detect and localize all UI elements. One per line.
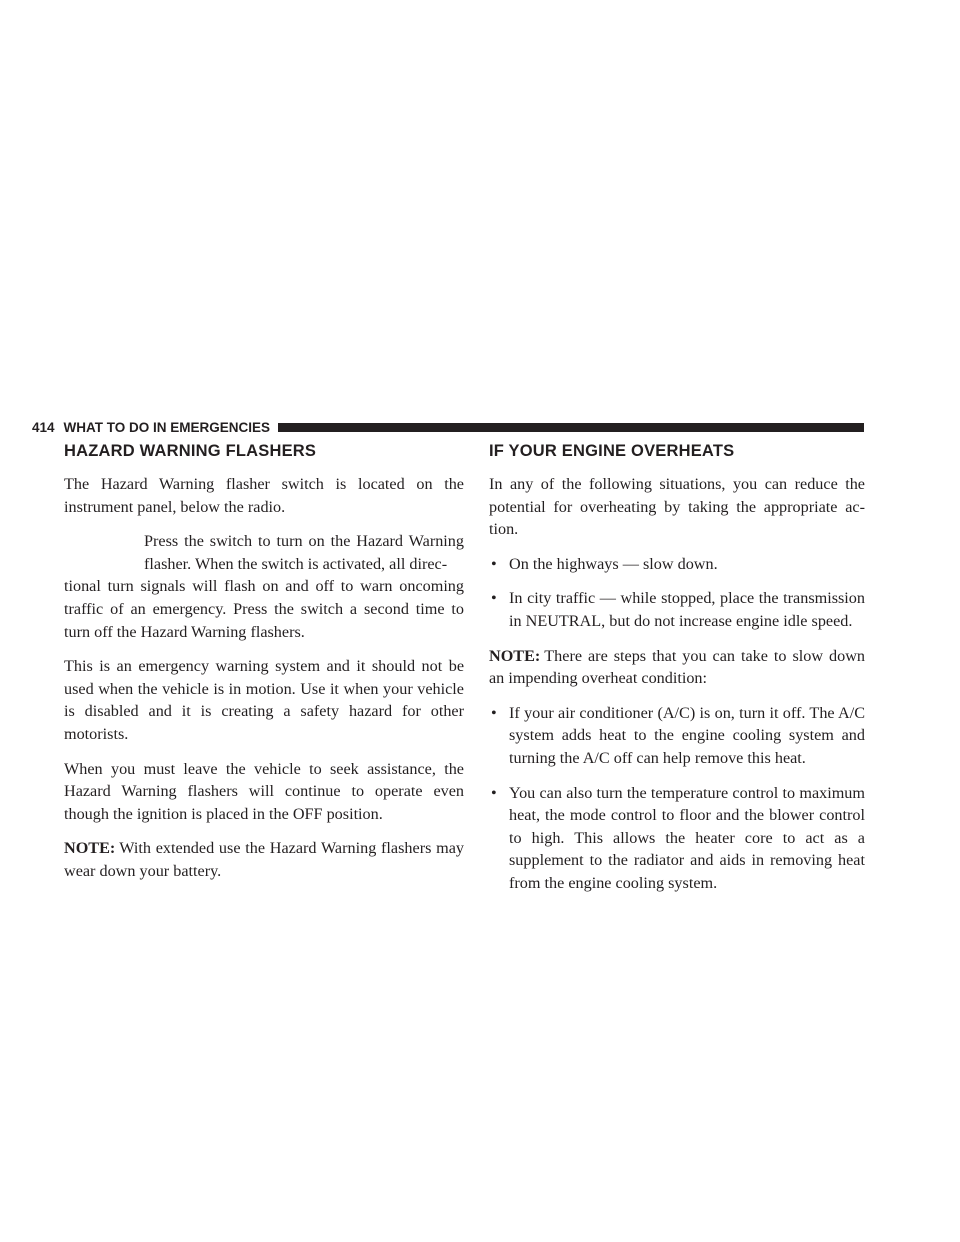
list-item: • In city traffic — while stopped, place the transmission in NEUTRAL, but do not increase engine idle speed. bbox=[491, 589, 865, 630]
overheat-list-2 bbox=[489, 702, 865, 895]
hazard-paragraph-2-indented: Press the switch to turn on the Hazard Warning flasher. When the switch is activated, all direc- bbox=[144, 532, 464, 573]
note-text: With extended use the Hazard Warning flashers may wear down your battery. bbox=[64, 839, 464, 880]
hazard-paragraph-4: When you must leave the vehicle to seek assistance, the Hazard Warning flashers will continue to operate even though the ignition is placed in the OFF position. bbox=[64, 759, 464, 823]
hazard-note bbox=[64, 837, 464, 882]
page-number: 414 bbox=[32, 419, 55, 435]
header-rule bbox=[278, 423, 864, 432]
bullet-icon: • bbox=[491, 589, 497, 608]
bullet-icon: • bbox=[491, 783, 497, 802]
note-label: NOTE: bbox=[64, 839, 116, 858]
page-header bbox=[32, 417, 864, 437]
overheat-note bbox=[489, 645, 865, 690]
note-label: NOTE: bbox=[489, 646, 541, 665]
list-item: • On the highways — slow down. bbox=[489, 553, 865, 576]
bullet-icon: • bbox=[491, 703, 497, 722]
list-item: • You can also turn the temperature control to maximum heat, the mode control to floor and the blower control to high. This allows the heater core to act as a supplement to the radiator and aids in removing heat from the engine cooling system. bbox=[491, 783, 865, 892]
hazard-paragraph-3: This is an emergency warning system and it should not be used when the vehicle is in motion. Use it when your vehicle is disabled and it is creating a safety hazard for other motorists. bbox=[64, 657, 464, 743]
right-column bbox=[489, 442, 865, 907]
left-column bbox=[64, 442, 464, 895]
overheat-heading: IF YOUR ENGINE OVERHEATS bbox=[489, 442, 735, 460]
bullet-icon: • bbox=[491, 554, 497, 573]
note-text: There are steps that you can take to slow down an impending overheat condition: bbox=[489, 646, 865, 688]
list-item: • If your air conditioner (A/C) is on, turn it off. The A/C system adds heat to the engine cooling system and turning the A/C off can help remove this heat. bbox=[491, 703, 865, 767]
overheat-paragraph-1: In any of the following situations, you can reduce the potential for overheating by taking the appropriate ac- tion. bbox=[489, 475, 865, 539]
hazard-paragraph-1: The Hazard Warning flasher switch is located on the instrument panel, below the radio. bbox=[64, 475, 464, 516]
hazard-heading: HAZARD WARNING FLASHERS bbox=[64, 442, 317, 460]
section-title: WHAT TO DO IN EMERGENCIES bbox=[63, 419, 271, 435]
overheat-list-1 bbox=[489, 553, 865, 633]
hazard-paragraph-2-continued: tional turn signals will flash on and off to warn oncoming traffic of an emergency. Press the switch a second time to turn off the Hazard Warning flashers. bbox=[64, 577, 464, 641]
